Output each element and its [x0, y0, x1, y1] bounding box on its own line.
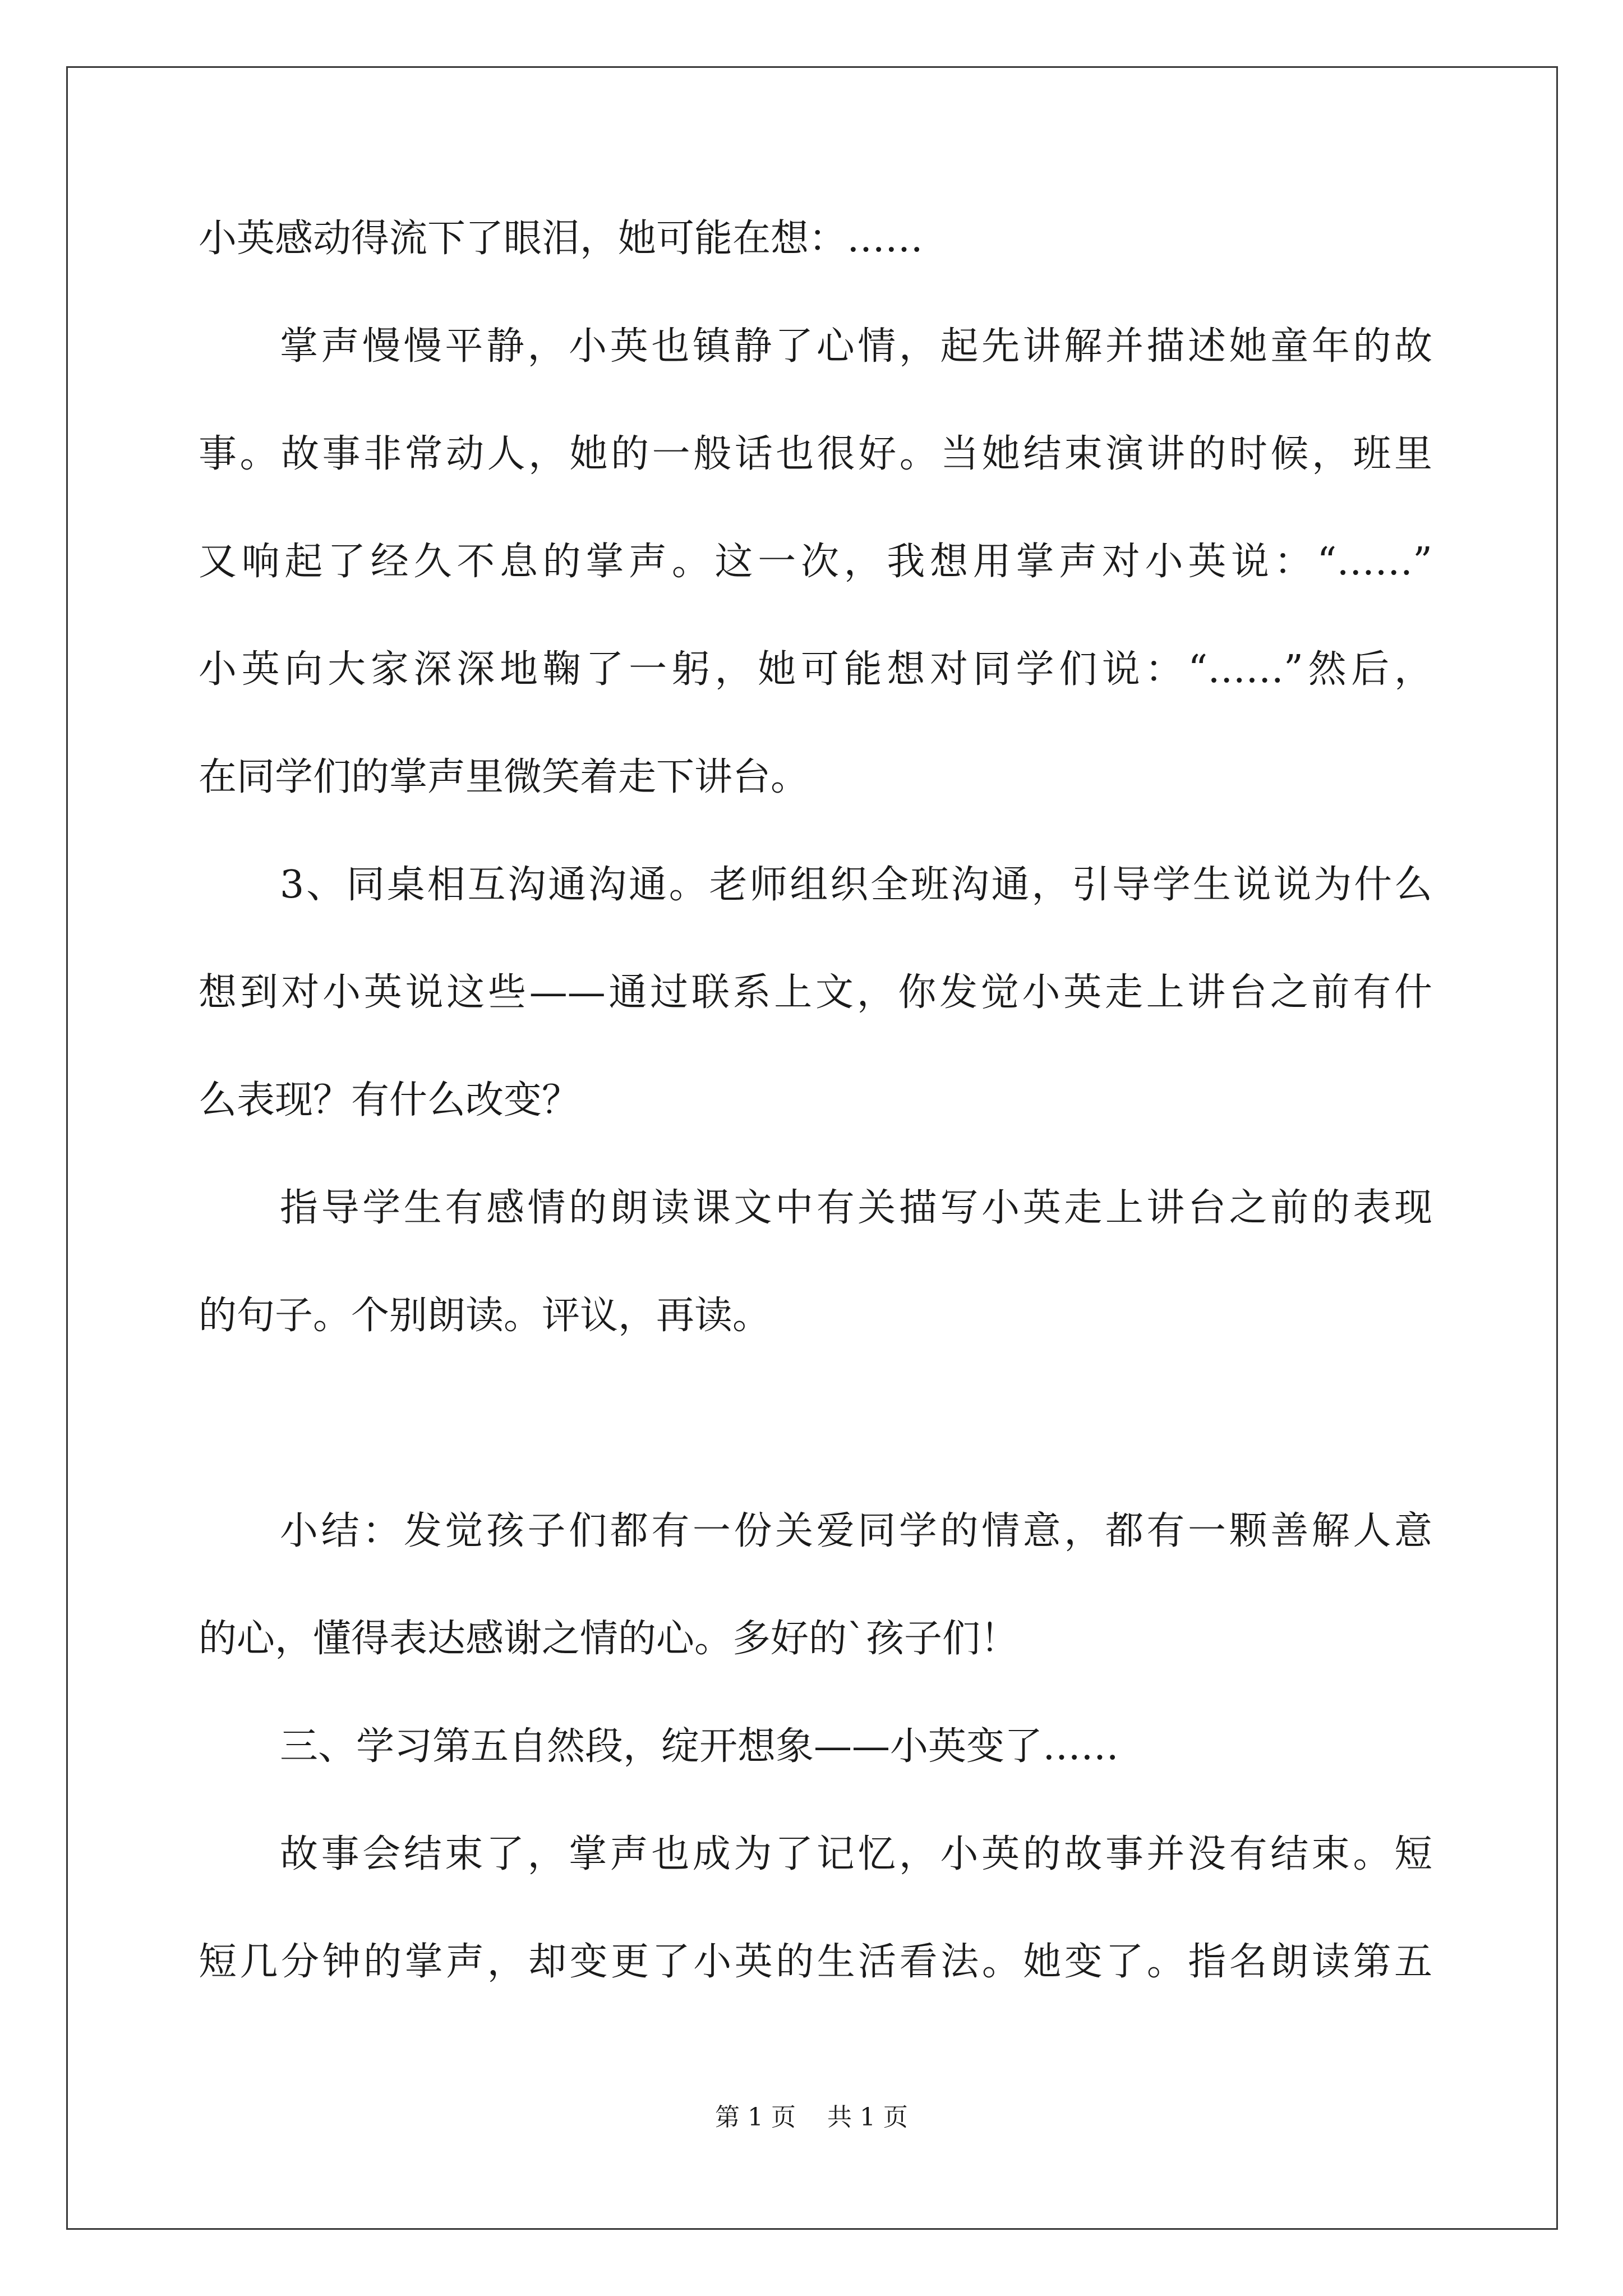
text-line: 的句子。个别朗读。评议，再读。: [199, 1294, 771, 1338]
text-line: 三、学习第五自然段，绽开想象——小英变了……: [280, 1724, 1119, 1769]
text-line: 3、同桌相互沟通沟通。老师组织全班沟通，引导学生说说为什么: [280, 863, 1432, 907]
text-line: 故事会结束了，掌声也成为了记忆，小英的故事并没有结束。短: [280, 1832, 1432, 1876]
text-line: 的心，懂得表达感谢之情的心。多好的`孩子们！: [199, 1617, 1019, 1661]
text-line: 小结：发觉孩子们都有一份关爱同学的情意，都有一颗善解人意: [280, 1509, 1432, 1553]
text-line: 想到对小英说这些——通过联系上文，你发觉小英走上讲台之前有什: [199, 970, 1432, 1015]
text-line: 掌声慢慢平静，小英也镇静了心情，起先讲解并描述她童年的故: [280, 324, 1432, 369]
text-line: 又响起了经久不息的掌声。这一次，我想用掌声对小英说：“……”: [199, 540, 1432, 584]
page-footer: 第 1 页 共 1 页: [715, 2103, 908, 2132]
text-line: 在同学们的掌声里微笑着走下讲台。: [199, 755, 809, 799]
page-border: [66, 66, 1558, 2230]
text-line: 小英向大家深深地鞠了一躬，她可能想对同学们说：“……”然后，: [199, 647, 1432, 692]
text-line: 短几分钟的掌声，却变更了小英的生活看法。她变了。指名朗读第五: [199, 1940, 1432, 1984]
text-line: 小英感动得流下了眼泪，她可能在想：……: [199, 217, 924, 261]
text-line: 么表现？有什么改变？: [199, 1078, 580, 1122]
text-line: 事。故事非常动人，她的一般话也很好。当她结束演讲的时候，班里: [199, 432, 1432, 476]
text-line: 指导学生有感情的朗读课文中有关描写小英走上讲台之前的表现: [280, 1186, 1432, 1230]
